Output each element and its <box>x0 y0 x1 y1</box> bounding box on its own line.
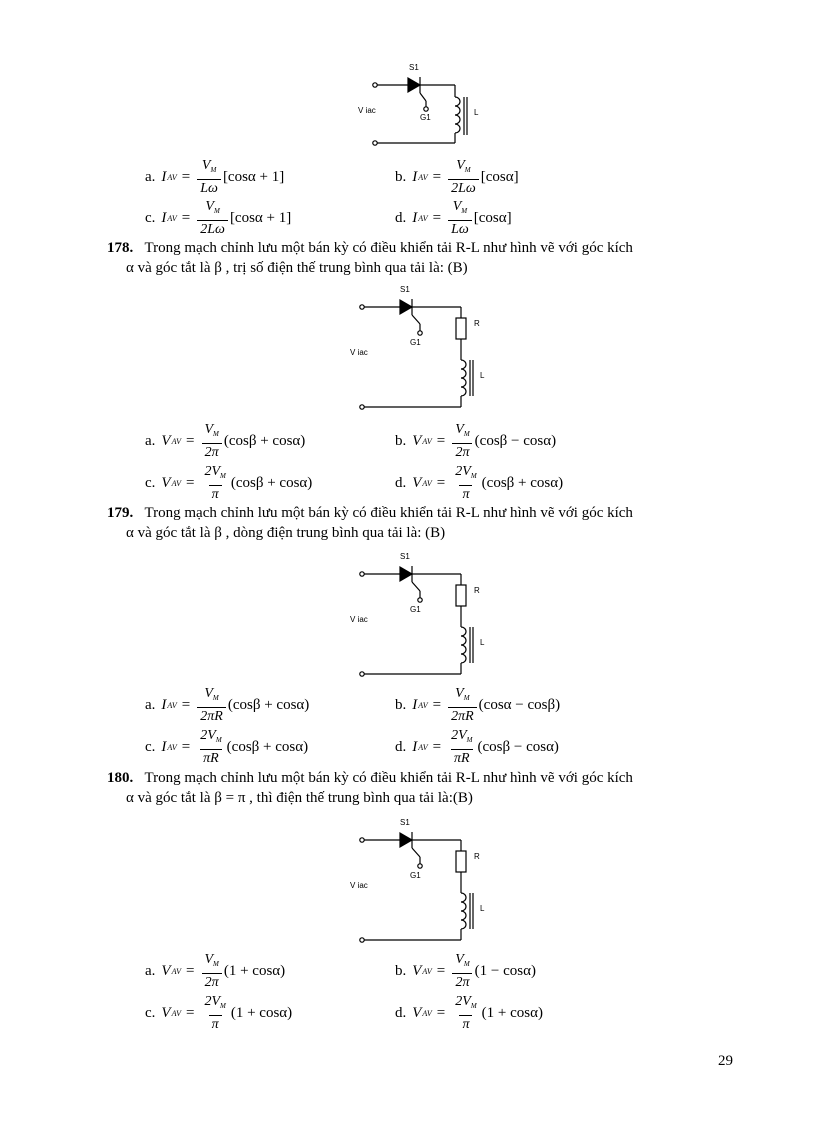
question-180-number: 180. <box>107 770 134 786</box>
circuit-diagram-scr-l <box>350 55 490 155</box>
circuit-diagram-scr-rl <box>350 280 490 415</box>
circuit-diagram-scr-rl <box>350 547 490 682</box>
inductor-label: L <box>480 904 485 913</box>
answer-177-b: b. I AV = $\frac{V_M}{2L\omega}$ [cosα] <box>395 158 519 196</box>
source-label: V iac <box>350 348 368 357</box>
answer-178-d: d. V AV = $\frac{2V_M}{\pi}$ (cosβ + cosα) <box>395 464 564 502</box>
inductor-label: L <box>480 371 485 380</box>
scr-label: S1 <box>400 285 410 294</box>
answer-180-a: a. V AV = $\frac{V_M}{2\pi}$ (1 + cosα) <box>145 952 286 990</box>
gate-label: G1 <box>410 871 421 880</box>
answer-177-c: c. I AV = $\frac{V_M}{2L\omega}$ [cosα + 1] <box>145 199 292 237</box>
gate-label: G1 <box>410 605 421 614</box>
resistor-label: R <box>474 319 480 328</box>
circuit-diagram-scr-rl <box>350 813 490 948</box>
page-number: 29 <box>718 1053 733 1069</box>
source-label: V iac <box>350 881 368 890</box>
question-178-line-1: 178. Trong mạch chỉnh lưu một bán kỳ có điều khiển tải R-L như hình vẽ với góc kích <box>107 240 633 256</box>
resistor-label: R <box>474 852 480 861</box>
gate-label: G1 <box>410 338 421 347</box>
question-179-line-1: 179. Trong mạch chỉnh lưu một bán kỳ có điều khiển tải R-L như hình vẽ với góc kích <box>107 505 633 521</box>
source-label: V iac <box>350 615 368 624</box>
answer-179-d: d. I AV = $\frac{2V_M}{\pi R}$ (cosβ − cosα) <box>395 728 559 766</box>
question-179-number: 179. <box>107 505 134 521</box>
question-180-line-2: α và góc tắt là β = π , thì điện thế trung bình qua tải là:(B) <box>126 790 473 806</box>
answer-180-c: c. V AV = $\frac{2V_M}{\pi}$ (1 + cosα) <box>145 994 293 1032</box>
answer-179-c: c. I AV = $\frac{2V_M}{\pi R}$ (cosβ + cosα) <box>145 728 309 766</box>
resistor-label: R <box>474 586 480 595</box>
gate-label: G1 <box>420 113 431 122</box>
inductor-label: L <box>480 638 485 647</box>
answer-180-d: d. V AV = $\frac{2V_M}{\pi}$ (1 + cosα) <box>395 994 543 1032</box>
answer-179-b: b. I AV = $\frac{V_M}{2\pi R}$ (cosα − cosβ) <box>395 686 561 724</box>
answer-178-a: a. V AV = $\frac{V_M}{2\pi}$ (cosβ + cosα) <box>145 422 306 460</box>
scr-label: S1 <box>409 63 419 72</box>
scr-label: S1 <box>400 552 410 561</box>
inductor-label: L <box>474 108 479 117</box>
answer-178-b: b. V AV = $\frac{V_M}{2\pi}$ (cosβ − cosα) <box>395 422 557 460</box>
question-178-line-2: α và góc tắt là β , trị số điện thế trung bình qua tải là: (B) <box>126 260 468 276</box>
answer-178-c: c. V AV = $\frac{2V_M}{\pi}$ (cosβ + cosα) <box>145 464 313 502</box>
question-180-line-1: 180. Trong mạch chỉnh lưu một bán kỳ có điều khiển tải R-L như hình vẽ với góc kích <box>107 770 633 786</box>
question-178-number: 178. <box>107 240 134 256</box>
answer-179-a: a. I AV = $\frac{V_M}{2\pi R}$ (cosβ + cosα) <box>145 686 310 724</box>
answer-177-a: a. I AV = $\frac{V_M}{L\omega}$ [cosα + 1] <box>145 158 285 196</box>
answer-180-b: b. V AV = $\frac{V_M}{2\pi}$ (1 − cosα) <box>395 952 536 990</box>
scr-label: S1 <box>400 818 410 827</box>
source-label: V iac <box>358 106 376 115</box>
question-179-line-2: α và góc tắt là β , dòng điện trung bình qua tải là: (B) <box>126 525 446 541</box>
answer-177-d: d. I AV = $\frac{V_M}{L\omega}$ [cosα] <box>395 199 512 237</box>
